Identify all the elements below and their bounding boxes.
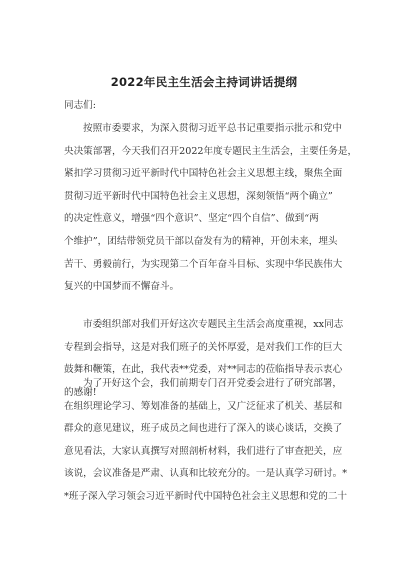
salutation: 同志们:: [64, 100, 97, 111]
paragraph-line: 的决定性意义，增强“四个意识”、坚定“四个自信”、做到“两: [64, 213, 319, 225]
paragraph-line: 专程到会指导，这是对我们班子的关怀厚爱，是对我们工作的巨大: [64, 341, 343, 353]
paragraph-line: 按照市委要求，为深入贯彻习近平总书记重要指示批示和党中: [83, 123, 343, 134]
paragraph-line: *班子深入学习领会习近平新时代中国特色社会主义思想和党的二十: [64, 490, 348, 502]
paragraph-line: 该说，会议准备是严肃、认真和比较充分的。一是认真学习研讨。*: [64, 468, 348, 480]
paragraph-line: 意见看法，大家认真撰写对照剖析材料，我们进行了审查把关，应: [64, 445, 343, 457]
paragraph-line: 的感谢!: [64, 386, 97, 398]
paragraph-line: 在组织理论学习、筹划准备的基础上，又广泛征求了机关、基层和: [64, 400, 343, 412]
paragraph-line: 苦干、勇毅前行，为实现第二个百年奋斗目标、实现中华民族伟大: [64, 258, 343, 270]
paragraph-line: 紧扣学习贯彻习近平新时代中国特色社会主义思想主线，聚焦全面: [64, 168, 343, 180]
paragraph-line: 复兴的中国梦而不懈奋斗。: [64, 281, 180, 293]
paragraph-preparation: [64, 373, 354, 509]
paragraph-line: 为了开好这个会，我们前期专门召开党委会进行了研究部署，: [83, 378, 343, 389]
document-title: 2022年民主生活会主持词讲话提纲: [110, 75, 298, 89]
paragraph-line: 贯彻习近平新时代中国特色社会主义思想，深刻领悟“两个确立”: [64, 190, 333, 202]
paragraph-opening: [64, 118, 358, 299]
paragraph-line: 群众的意见建议，班子成员之间也进行了深入的谈心谈话，交换了: [64, 423, 343, 435]
paragraph-line: 市委组织部对我们开好这次专题民主生活会高度重视，xx同志: [83, 319, 344, 330]
paragraph-line: 个维护”，团结带领党员干部以奋发有为的精神，开创未来，埋头: [64, 235, 338, 247]
paragraph-line: 央决策部署，今天我们召开2022年度专题民主生活会，主要任务是，: [64, 145, 358, 157]
paragraph-line: 鼓舞和鞭策，在此，我代表**党委，对**同志的莅临指导表示衷心: [64, 364, 343, 376]
